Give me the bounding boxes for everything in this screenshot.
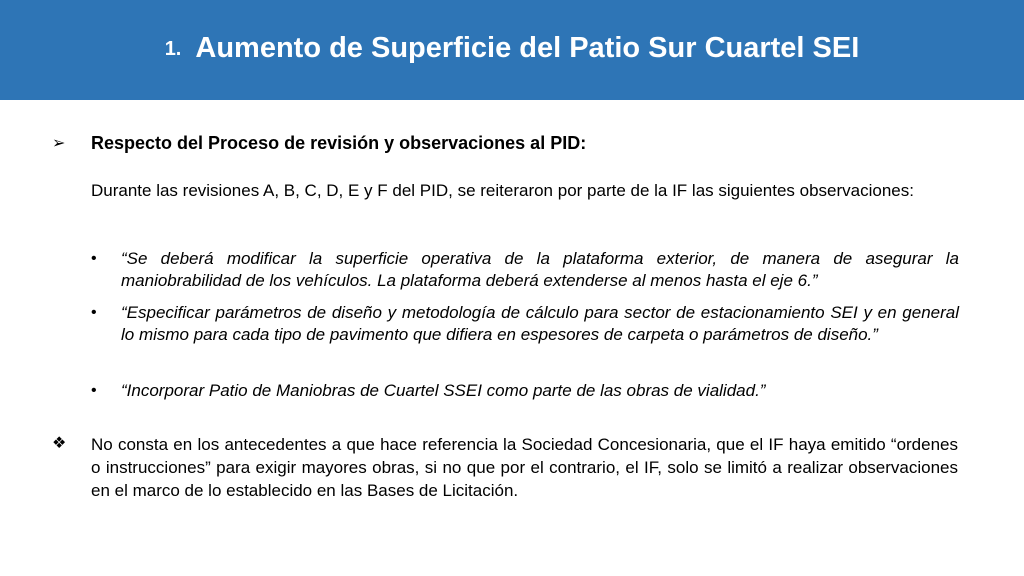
- slide-number: 1.: [164, 38, 182, 60]
- intro-paragraph: Durante las revisiones A, B, C, D, E y F del PID, se reiteraron por parte de la IF las siguientes observaciones:: [91, 181, 914, 200]
- title-banner: [0, 0, 1024, 100]
- observation-quote-2: “Especificar parámetros de diseño y metodología de cálculo para sector de estacionamiento SEI y en general lo mismo para cada tipo de pavimento que difiera en espesores de carpeta o parámetros de diseño.”: [121, 303, 959, 344]
- diamond-bullet-icon: ❖: [52, 435, 67, 452]
- slide-title: [0, 32, 1024, 65]
- section-heading: Respecto del Proceso de revisión y observaciones al PID:: [91, 133, 587, 153]
- observation-quote-1: “Se deberá modificar la superficie operativa de la plataforma exterior, de manera de asegurar la maniobrabilidad de los vehículos. La plataforma deberá extenderse al menos hasta el eje 6.”: [121, 249, 959, 290]
- note-paragraph: No consta en los antecedentes a que hace referencia la Sociedad Concesionaria, que el IF haya emitido “ordenes o instrucciones” para exigir mayores obras, si no que por el contrario, el IF, solo se limitó a realizar observaciones en el marco de lo establecido en las Bases de Licitación.: [91, 435, 958, 500]
- arrowhead-bullet-icon: ➢: [52, 135, 66, 152]
- bullet-dot: •: [91, 250, 97, 267]
- bullet-dot: •: [91, 304, 97, 321]
- slide-title-text: Aumento de Superficie del Patio Sur Cuartel SEI: [195, 32, 860, 64]
- bullet-dot: •: [91, 382, 97, 399]
- observation-quote-3: “Incorporar Patio de Maniobras de Cuartel SSEI como parte de las obras de vialidad.”: [121, 381, 766, 400]
